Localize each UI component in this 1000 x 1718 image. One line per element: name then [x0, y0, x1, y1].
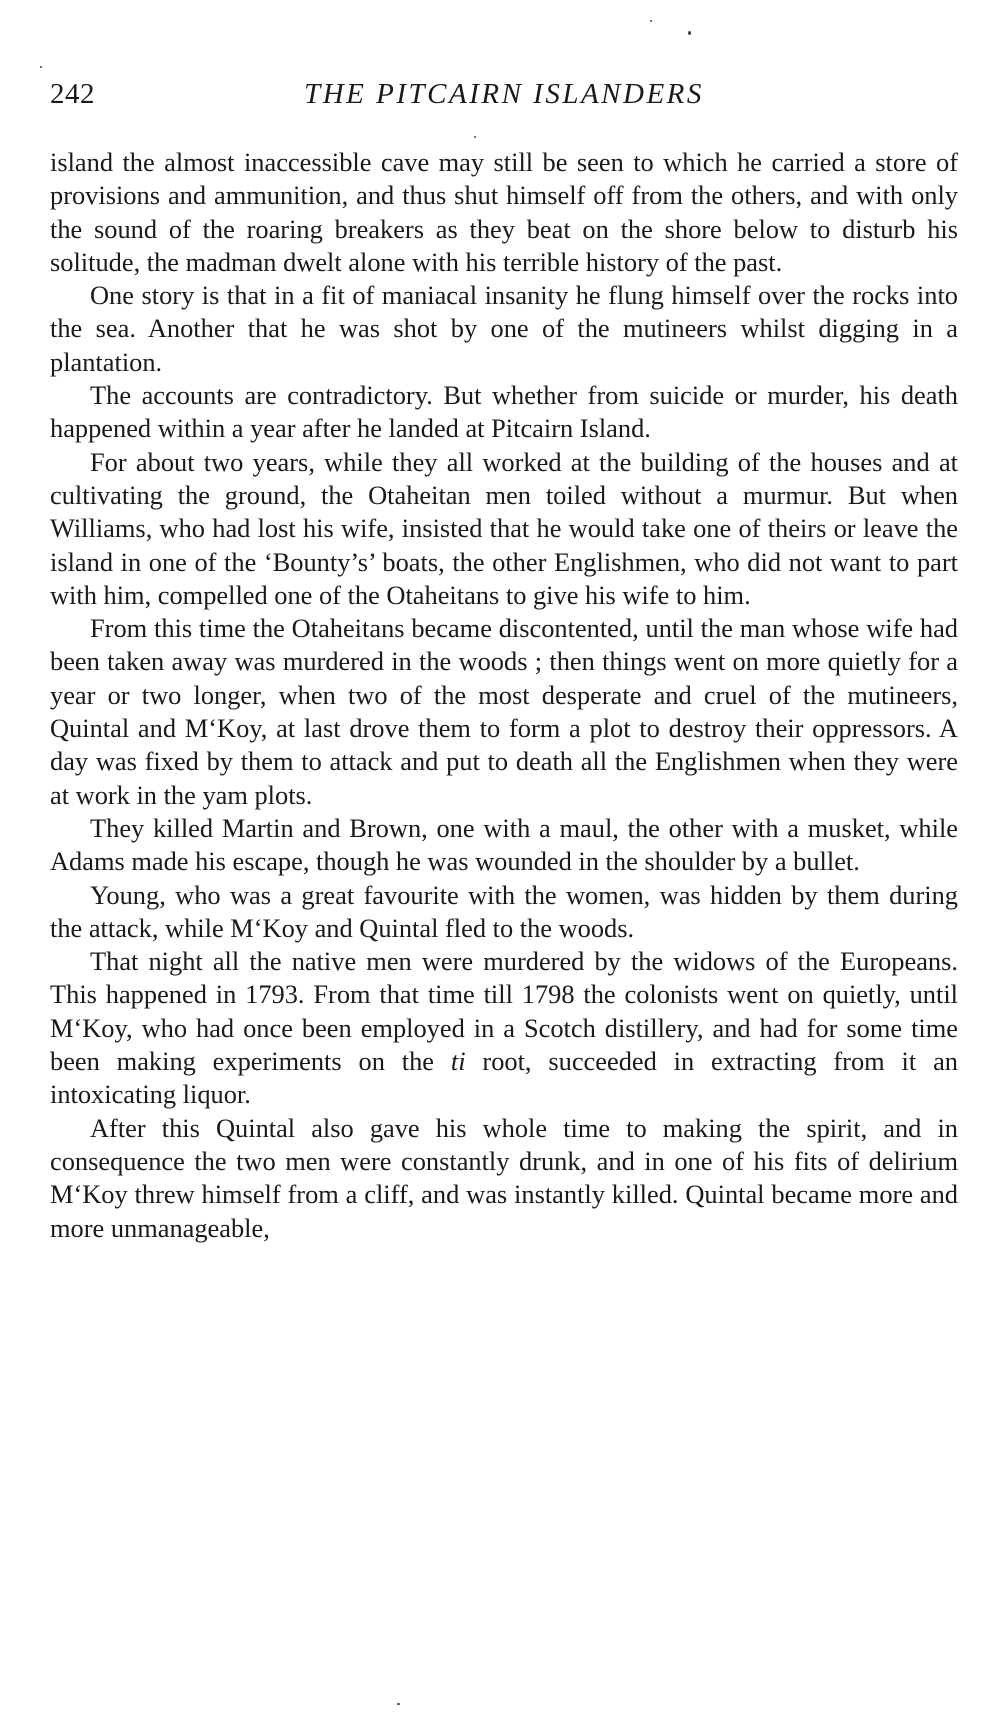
speck-2: [650, 20, 652, 22]
paragraph-8: [50, 945, 958, 1111]
page-number: 242: [50, 78, 95, 110]
body-text: [50, 146, 958, 1245]
paragraph-9: After this Quintal also gave his whole time to making the spirit, and in consequence the two men were constantly drunk, and in one of his fits of delirium M‘Koy threw himself from a cliff, and was instantly killed. Quintal became more and more unmanageable,: [50, 1112, 958, 1243]
paragraph-6: They killed Martin and Brown, one with a maul, the other with a musket, while Adams made his escape, though he was wounded in the shoulder by a bullet.: [50, 812, 958, 877]
speck-3: [40, 66, 42, 68]
speck-1: [688, 31, 691, 35]
paragraph-8-text-a: That night all the native men were murdered by the widows of the Europeans. This happened in 1793. From that time till 1798 the colonists went on quietly, until M‘Koy, who had once been employed in a Scotch distillery, and had for some time been making experiments on the: [50, 946, 958, 1077]
speck-4: [397, 1703, 400, 1705]
paragraph-5: From this time the Otaheitans became discontented, until the man whose wife had been taken away was murdered in the woods ; then things went on more quietly for a year or two longer, when two of the most desperate and cruel of the mutineers, Quintal and M‘Koy, at last drove them to form a plot to destroy their oppressors. A day was fixed by them to attack and put to death all the Englishmen when they were at work in the yam plots.: [50, 613, 958, 810]
paragraph-8-text-b: root, succeeded in extracting from it an intoxicating liquor.: [50, 1046, 958, 1110]
paragraph-7: Young, who was a great favourite with the women, was hidden by them during the attack, while M‘Koy and Quintal fled to the woods.: [50, 879, 958, 943]
speck-5: [474, 136, 476, 138]
running-head: [50, 78, 958, 118]
paragraph-4: For about two years, while they all worked at the building of the houses and at cultivating the ground, the Otaheitan men toiled without a murmur. But when Williams, who had lost his wife, insisted that he would take one of theirs or leave the island in one of the ‘Bounty’s’ boats, the other Englishmen, who did not want to part with him, compelled one of the Otaheitans to give his wife to him.: [50, 446, 958, 610]
running-title: THE PITCAIRN ISLANDERS: [304, 78, 704, 110]
paragraph-8-italic-ti: ti: [450, 1046, 466, 1077]
paragraph-2: One story is that in a fit of maniacal insanity he flung himself over the rocks into the sea. Another that he was shot by one of the mutineers whilst digging in a plantation.: [50, 280, 958, 377]
paragraph-1: island the almost inaccessible cave may still be seen to which he carried a store of provisions and ammunition, and thus shut himself off from the others, and with only the sound of the roaring breakers as they beat on the shore below to disturb his solitude, the madman dwelt alone with his terrible history of the past.: [50, 147, 958, 277]
paragraph-3: The accounts are contradictory. But whether from suicide or murder, his death happened within a year after he landed at Pitcairn Island.: [50, 380, 958, 444]
